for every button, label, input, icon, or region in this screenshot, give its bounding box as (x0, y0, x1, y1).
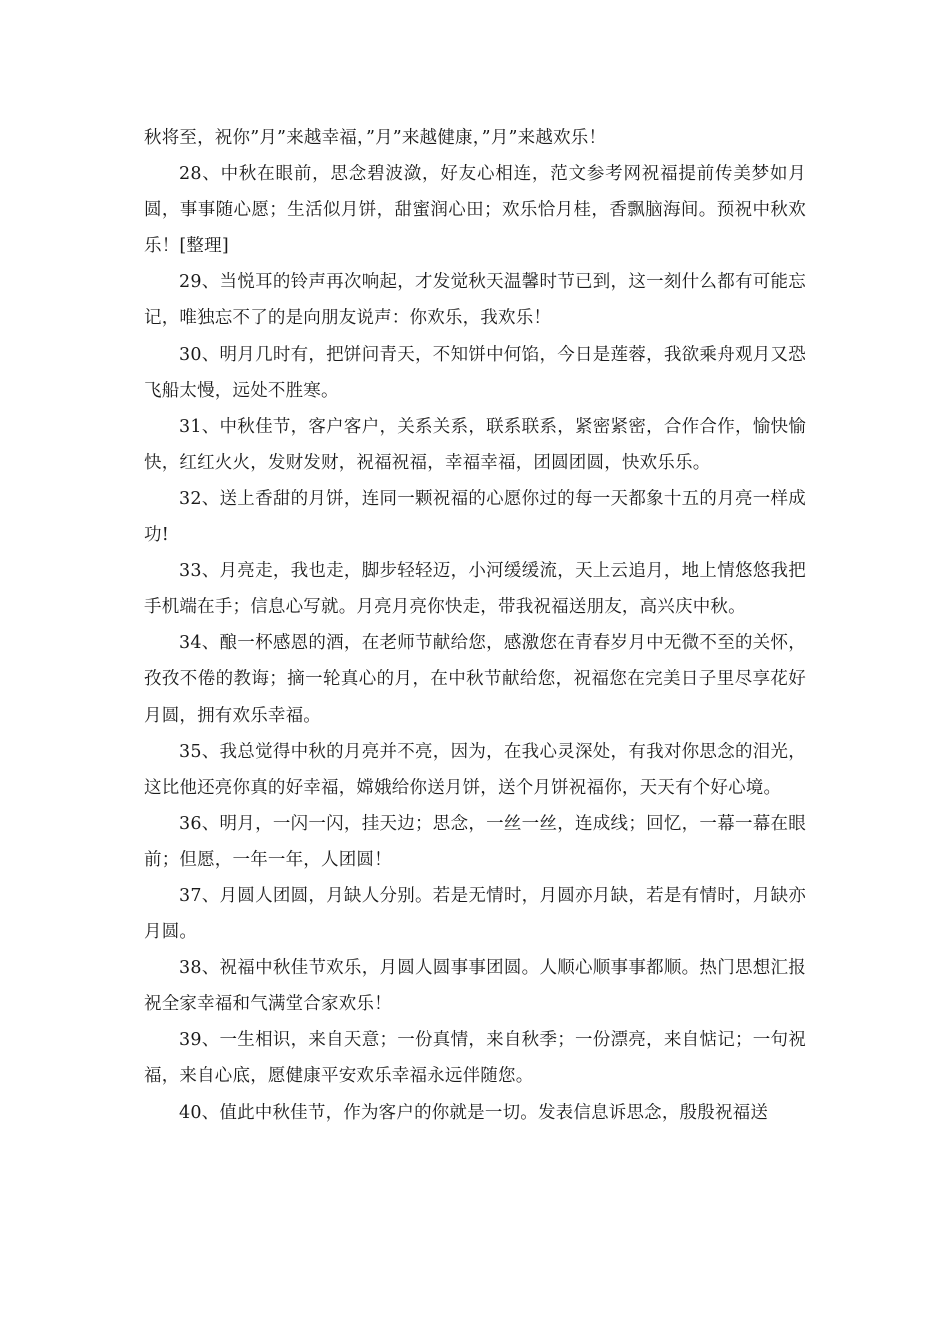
paragraph-29: 29、当悦耳的铃声再次响起，才发觉秋天温馨时节已到，这一刻什么都有可能忘记，唯独忘不了的是向朋友说声：你欢乐，我欢乐！ (144, 272, 806, 329)
paragraph-31: 31、中秋佳节，客户客户，关系关系，联系联系，紧密紧密，合作合作，愉快愉快，红红火火，发财发财，祝福祝福，幸福幸福，团圆团圆，快欢乐乐。 (144, 416, 806, 473)
document-body (144, 120, 806, 1131)
paragraph-39: 39、一生相识，来自天意；一份真情，来自秋季；一份漂亮，来自惦记；一句祝福，来自心底，愿健康平安欢乐幸福永远伴随您。 (144, 1030, 806, 1087)
paragraph-38: 38、祝福中秋佳节欢乐，月圆人圆事事团圆。人顺心顺事事都顺。热门思想汇报祝全家幸福和气满堂合家欢乐！ (144, 958, 806, 1015)
paragraph-37: 37、月圆人团圆，月缺人分别。若是无情时，月圆亦月缺，若是有情时，月缺亦月圆。 (144, 885, 806, 943)
paragraph-continuation: 秋将至，祝你”月”来越幸福，”月”来越健康，”月”来越欢乐！ (144, 128, 607, 148)
paragraph-33: 33、月亮走，我也走，脚步轻轻迈，小河缓缓流，天上云追月，地上情悠悠我把手机端在手；信息心写就。月亮月亮你快走，带我祝福送朋友，高兴庆中秋。 (144, 561, 806, 618)
paragraph-34: 34、酿一杯感恩的酒，在老师节献给您，感激您在青春岁月中无微不至的关怀，孜孜不倦的教诲；摘一轮真心的月，在中秋节献给您，祝福您在完美日子里尽享花好月圆，拥有欢乐幸福。 (144, 633, 806, 726)
paragraph-32: 32、送上香甜的月饼，连同一颗祝福的心愿你过的每一天都象十五的月亮一样成功! (144, 488, 806, 546)
paragraph-35: 35、我总觉得中秋的月亮并不亮，因为，在我心灵深处，有我对你思念的泪光，这比他还亮你真的好幸福，嫦娥给你送月饼，送个月饼祝福你，天天有个好心境。 (144, 741, 806, 798)
paragraph-40: 40、值此中秋佳节，作为客户的你就是一切。发表信息诉思念，殷殷祝福送 (179, 1102, 769, 1123)
paragraph-30: 30、明月几时有，把饼问青天，不知饼中何馅，今日是莲蓉，我欲乘舟观月又恐飞船太慢，远处不胜寒。 (144, 344, 806, 401)
paragraph-36: 36、明月，一闪一闪，挂天边；思念，一丝一丝，连成线；回忆，一幕一幕在眼前；但愿，一年一年，人团圆！ (144, 813, 806, 870)
paragraph-28: 28、中秋在眼前，思念碧波潋，好友心相连，范文参考网祝福提前传美梦如月圆，事事随心愿；生活似月饼，甜蜜润心田；欢乐恰月桂，香飘脑海间。预祝中秋欢乐！[整理] (144, 164, 806, 257)
